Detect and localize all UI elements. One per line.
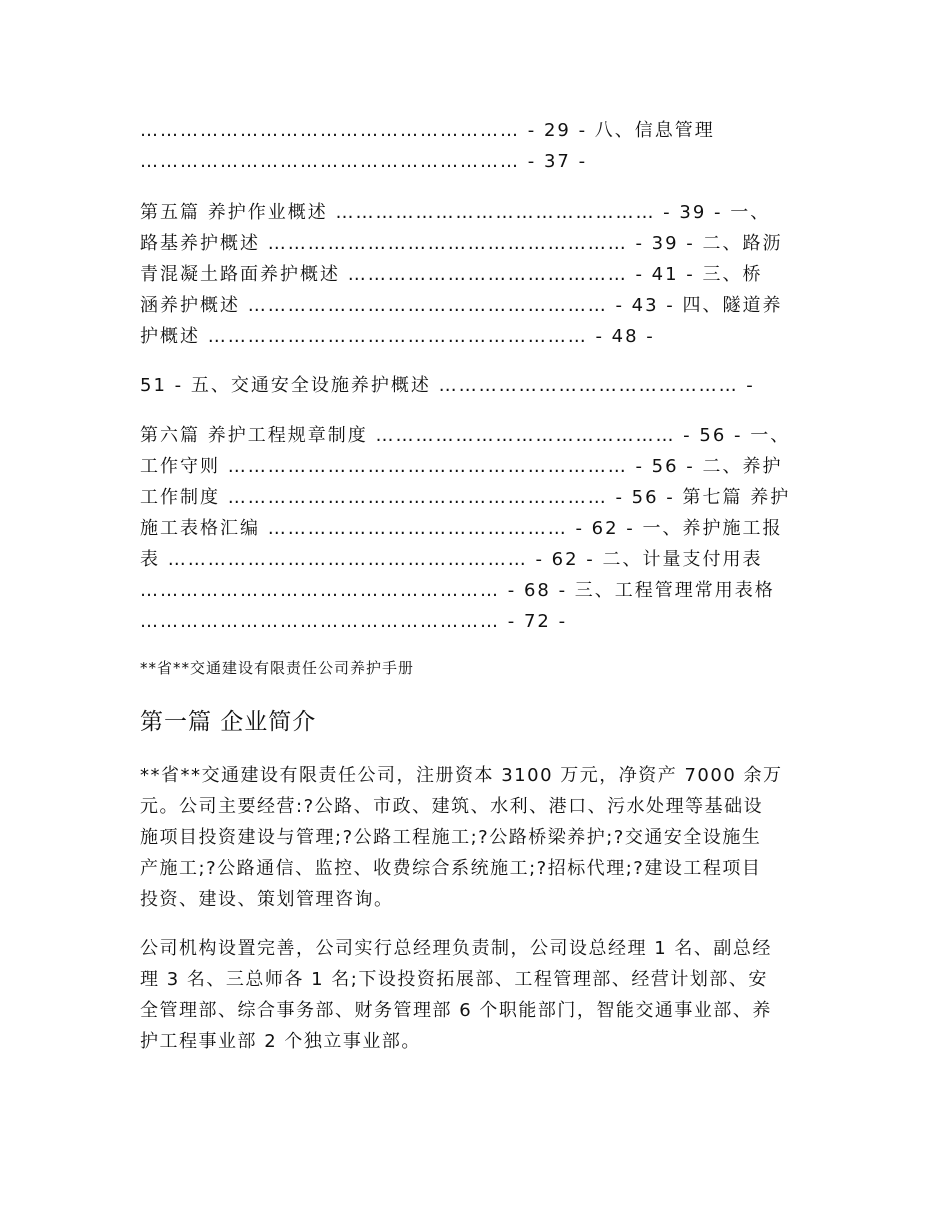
toc-line: ………………………………………………… - 37 - xyxy=(140,151,588,172)
toc-line: ……………………………………………… - 68 - 三、工程管理常用表格 xyxy=(140,580,775,601)
toc-line: 涵养护概述 ……………………………………………… - 43 - 四、隧道养 xyxy=(140,295,783,316)
chapter-title: 第一篇 企业简介 xyxy=(140,709,317,735)
paragraph-line: 全管理部、综合事务部、财务管理部 6 个职能部门，智能交通事业部、养 xyxy=(140,1000,772,1021)
toc-block-1 xyxy=(140,115,812,177)
document-header-note: **省**交通建设有限责任公司养护手册 xyxy=(140,659,415,677)
toc-line: 第五篇 养护作业概述 ………………………………………… - 39 - 一、 xyxy=(140,202,771,223)
paragraph-line: **省**交通建设有限责任公司，注册资本 3100 万元，净资产 7000 余万 xyxy=(140,765,783,786)
paragraph-line: 护工程事业部 2 个独立事业部。 xyxy=(140,1031,421,1052)
toc-block-3 xyxy=(140,370,812,401)
toc-line: ………………………………………………… - 29 - 八、信息管理 xyxy=(140,120,715,141)
toc-line: 工作制度 ………………………………………………… - 56 - 第七篇 养护 xyxy=(140,487,791,508)
paragraph-line: 公司机构设置完善，公司实行总经理负责制，公司设总经理 1 名、副总经 xyxy=(140,938,772,959)
paragraph-line: 理 3 名、三总师各 1 名;下设投资拓展部、工程管理部、经营计划部、安 xyxy=(140,969,768,990)
paragraph-line: 元。公司主要经营:?公路、市政、建筑、水利、港口、污水处理等基础设 xyxy=(140,796,764,817)
toc-line: 工作守则 …………………………………………………… - 56 - 二、养护 xyxy=(140,456,783,477)
paragraph-line: 产施工;?公路通信、监控、收费综合系统施工;?招标代理;?建设工程项目 xyxy=(140,858,762,879)
toc-line: 青混凝土路面养护概述 …………………………………… - 41 - 三、桥 xyxy=(140,264,763,285)
toc-line: 施工表格汇编 ……………………………………… - 62 - 一、养护施工报 xyxy=(140,518,783,539)
toc-line: 路基养护概述 ……………………………………………… - 39 - 二、路沥 xyxy=(140,233,783,254)
paragraph-line: 投资、建设、策划管理咨询。 xyxy=(140,889,394,910)
toc-line: ……………………………………………… - 72 - xyxy=(140,611,568,632)
organization-paragraph xyxy=(140,933,812,1057)
paragraph-line: 施项目投资建设与管理;?公路工程施工;?公路桥梁养护;?交通安全设施生 xyxy=(140,827,762,848)
company-intro-paragraph xyxy=(140,760,812,915)
toc-line: 表 ……………………………………………… - 62 - 二、计量支付用表 xyxy=(140,549,763,570)
toc-line: 护概述 ………………………………………………… - 48 - xyxy=(140,326,655,347)
toc-block-4 xyxy=(140,420,812,637)
toc-block-2 xyxy=(140,197,812,352)
toc-line: 第六篇 养护工程规章制度 ……………………………………… - 56 - 一、 xyxy=(140,425,791,446)
toc-line: 51 - 五、交通安全设施养护概述 ……………………………………… - xyxy=(140,375,755,396)
